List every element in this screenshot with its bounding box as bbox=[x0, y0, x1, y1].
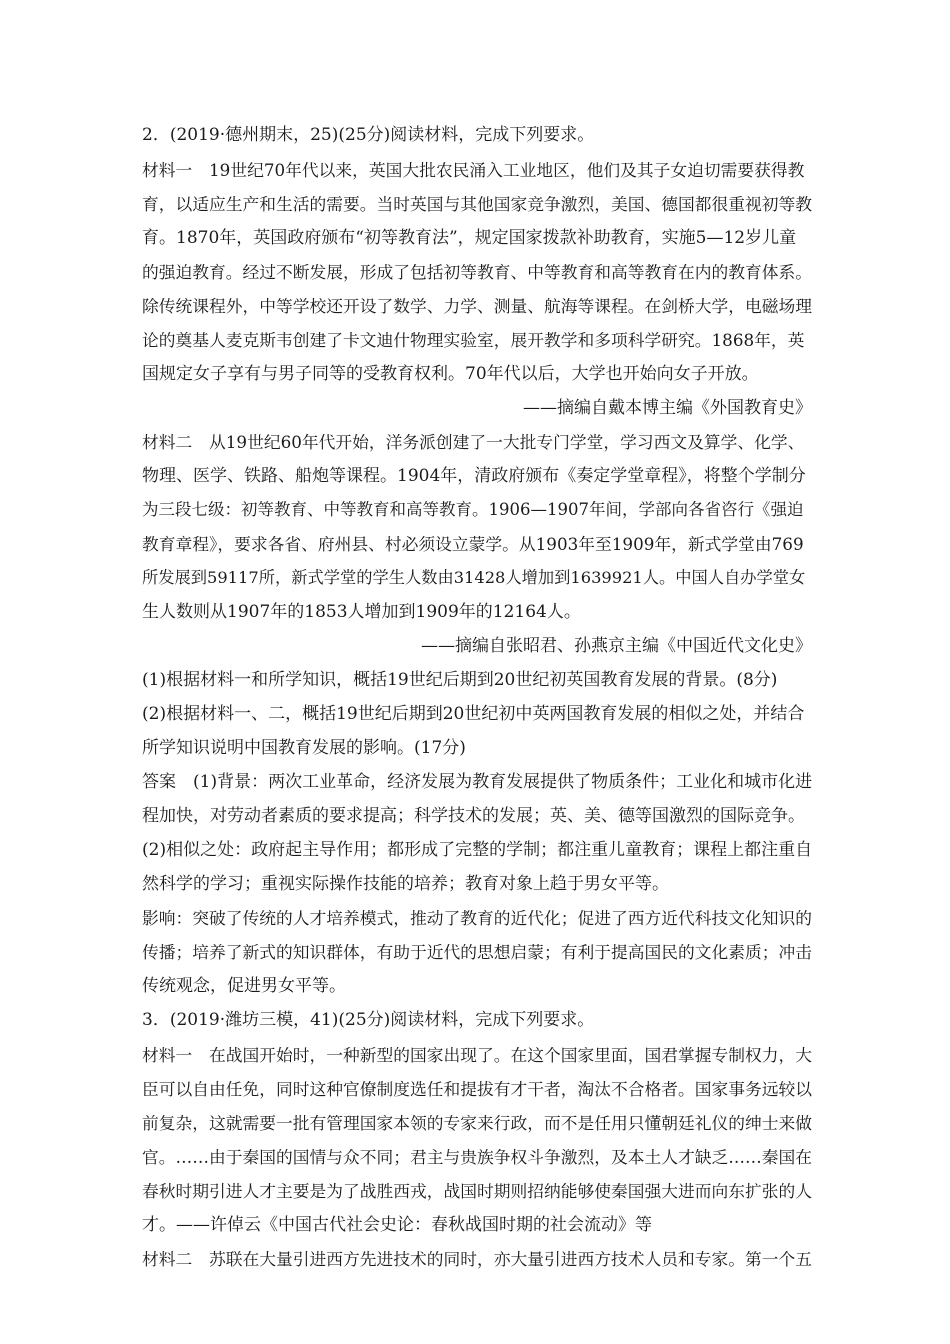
text-line: 材料二 苏联在大量引进西方先进技术的同时，亦大量引进西方技术人员和专家。第一个五 bbox=[142, 1249, 812, 1269]
text-line: 传播；培养了新式的知识群体，有助于近代的思想启蒙；有利于提高国民的文化素质；冲击 bbox=[142, 942, 812, 962]
text-line: 官。……由于秦国的国情与众不同；君主与贵族争权斗争激烈，及本土人才缺乏……秦国在 bbox=[142, 1147, 812, 1167]
text-line: 才。——许倬云《中国古代社会史论：春秋战国时期的社会流动》等 bbox=[142, 1215, 652, 1235]
text-line: (2)相似之处：政府起主导作用；都形成了完整的学制；都注重儿童教育；课程上都注重自 bbox=[142, 840, 812, 860]
question-1: (1)根据材料一和所学知识，概括19世纪后期到20世纪初英国教育发展的背景。(8分) bbox=[142, 670, 778, 690]
text-line: 材料一 19世纪70年代以来，英国大批农民涌入工业地区，他们及其子女迫切需要获得教 bbox=[142, 160, 805, 180]
source-citation: ——摘编自张昭君、孙燕京主编《中国近代文化史》 bbox=[421, 636, 812, 656]
text-line: 的强迫教育。经过不断发展，形成了包括初等教育、中等教育和高等教育在内的教育体系。 bbox=[142, 262, 812, 282]
text-line: 材料一 在战国开始时，一种新型的国家出现了。在这个国家里面，国君掌握专制权力，大 bbox=[142, 1045, 812, 1065]
source-citation: ——摘编自戴本博主编《外国教育史》 bbox=[523, 398, 812, 418]
text-line: 所发展到59117所，新式学堂的学生人数由31428人增加到1639921人。中国人自办学堂女 bbox=[142, 568, 806, 587]
text-line: 前复杂，这就需要一批有管理国家本领的专家来行政，而不是任用只懂朝廷礼仪的绅士来做 bbox=[142, 1113, 812, 1133]
question-2-heading: 2．(2019·德州期末，25)(25分)阅读材料，完成下列要求。 bbox=[142, 125, 595, 145]
text-line: 臣可以自由任免，同时这种官僚制度选任和提拔有才干者，淘汰不合格者。国家事务远较以 bbox=[142, 1079, 812, 1099]
text-line: 教育章程》，要求各省、府州县、村必须设立蒙学。从1903年至1909年，新式学堂由769 bbox=[142, 534, 804, 554]
text-line: 然科学的学习；重视实际操作技能的培养；教育对象上趋于男女平等。 bbox=[142, 874, 669, 894]
text-line: 生人数则从1907年的1853人增加到1909年的12164人。 bbox=[142, 602, 581, 622]
text-line: 程加快，对劳动者素质的要求提高；科学技术的发展；英、美、德等国激烈的国际竞争。 bbox=[142, 806, 805, 826]
text-line: 春秋时期引进人才主要是为了战胜西戎，战国时期则招纳能够使秦国强大进而向东扩张的人 bbox=[142, 1181, 812, 1201]
question-2: (2)根据材料一、二，概括19世纪后期到20世纪初中英两国教育发展的相似之处，并结合 bbox=[142, 704, 805, 724]
text-line: 材料二 从19世纪60年代开始，洋务派创建了一大批专门学堂，学习西文及算学、化学、 bbox=[142, 432, 805, 452]
text-line: 所学知识说明中国教育发展的影响。(17分) bbox=[142, 738, 466, 758]
text-line: 传统观念，促进男女平等。 bbox=[142, 976, 346, 996]
text-line: 论的奠基人麦克斯韦创建了卡文迪什物理实验室，展开教学和多项科学研究。1868年，英 bbox=[142, 330, 805, 350]
text-line: 除传统课程外，中等学校还开设了数学、力学、测量、航海等课程。在剑桥大学，电磁场理 bbox=[142, 296, 812, 316]
text-line: 育，以适应生产和生活的需要。当时英国与其他国家竞争激烈，美国、德国都很重视初等教 bbox=[142, 194, 812, 214]
text-line: 物理、医学、铁路、船炮等课程。1904年，清政府颁布《奏定学堂章程》，将整个学制分 bbox=[142, 466, 806, 486]
text-line: 育。1870年，英国政府颁布“初等教育法”，规定国家拨款补助教育，实施5—12岁儿童 bbox=[142, 228, 797, 248]
question-3-heading: 3．(2019·潍坊三模，41)(25分)阅读材料，完成下列要求。 bbox=[142, 1010, 595, 1030]
text-line: 国规定女子享有与男子同等的受教育权利。70年代以后，大学也开始向女子开放。 bbox=[142, 364, 759, 384]
answer-line: 答案 (1)背景：两次工业革命，经济发展为教育发展提供了物质条件；工业化和城市化进 bbox=[142, 772, 812, 792]
text-line: 为三段七级：初等教育、中等教育和高等教育。1906—1907年间，学部向各省咨行《强迫 bbox=[142, 500, 804, 519]
text-line: 影响：突破了传统的人才培养模式，推动了教育的近代化；促进了西方近代科技文化知识的 bbox=[142, 908, 812, 928]
